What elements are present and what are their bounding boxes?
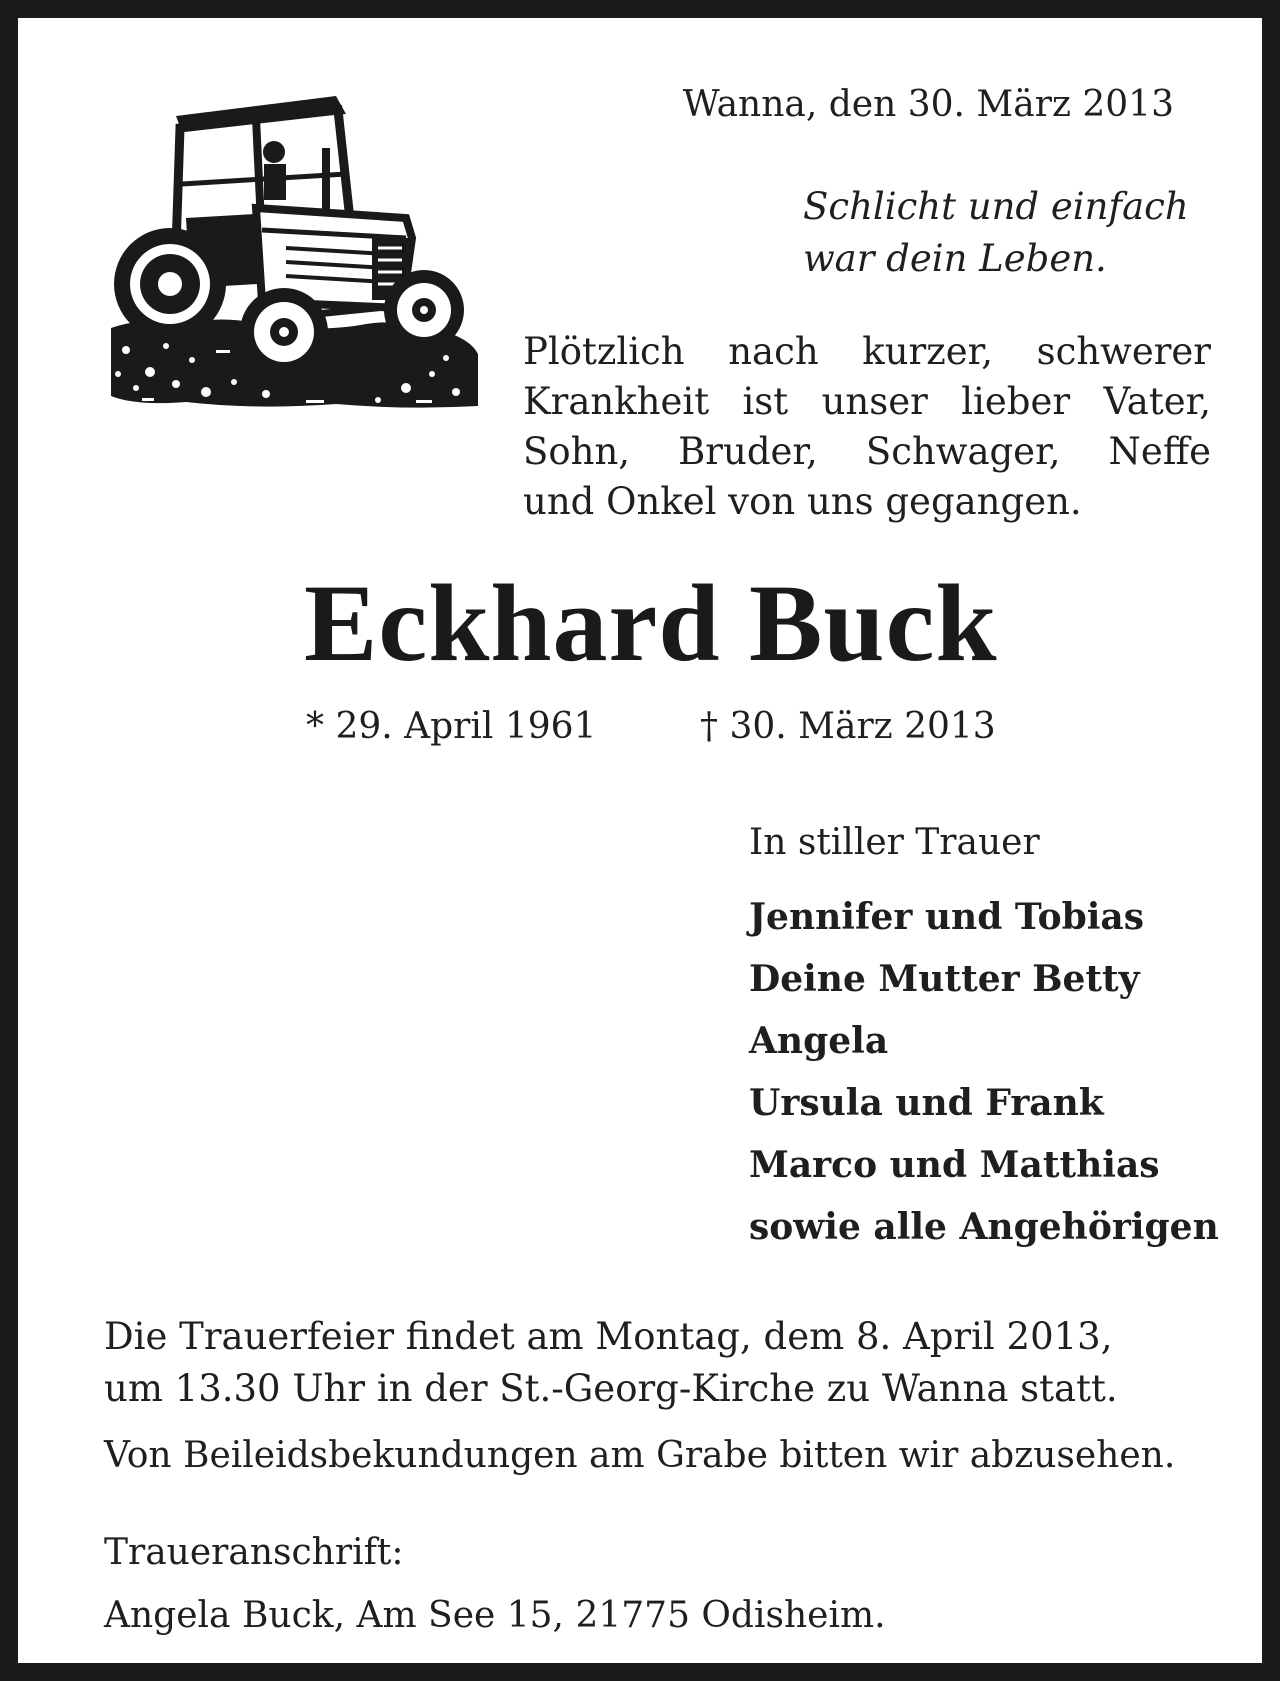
- condolence-note: Von Beileidsbekundungen am Grabe bitten wir abzusehen.: [104, 1435, 1176, 1476]
- place-date: Wanna, den 30. März 2013: [682, 84, 1174, 125]
- tractor-icon: [106, 88, 486, 438]
- mourning-address: Angela Buck, Am See 15, 21775 Odisheim.: [104, 1595, 886, 1636]
- family-member: sowie alle Angehörigen: [749, 1206, 1219, 1248]
- service-line: Die Trauerfeier findet am Montag, dem 8. April 2013,: [104, 1315, 1113, 1358]
- family-member: Marco und Matthias: [749, 1144, 1160, 1186]
- announcement-line: Sohn, Bruder, Schwager, Neffe: [523, 430, 1211, 473]
- mourning-label: In stiller Trauer: [749, 822, 1040, 863]
- motto: [803, 181, 1189, 285]
- motto-line: war dein Leben.: [803, 237, 1107, 280]
- birth-date: * 29. April 1961: [306, 706, 597, 747]
- deceased-name: Eckhard Buck: [304, 562, 998, 684]
- motto-line: Schlicht und einfach: [803, 185, 1189, 228]
- family-member: Ursula und Frank: [749, 1082, 1104, 1124]
- family-member: Angela: [749, 1020, 889, 1062]
- announcement-line: und Onkel von uns gegangen.: [523, 480, 1082, 523]
- family-member: Jennifer und Tobias: [749, 896, 1145, 938]
- announcement: [523, 327, 1211, 527]
- announcement-line: Plötzlich nach kurzer, schwerer: [523, 330, 1211, 373]
- service-line: um 13.30 Uhr in der St.-Georg-Kirche zu Wanna statt.: [104, 1367, 1118, 1410]
- family-member: Deine Mutter Betty: [749, 958, 1140, 1000]
- death-date: † 30. März 2013: [700, 706, 996, 747]
- announcement-line: Krankheit ist unser lieber Vater,: [523, 380, 1211, 423]
- address-label: Traueranschrift:: [104, 1532, 404, 1573]
- funeral-service: [104, 1311, 1118, 1415]
- family-list: [749, 886, 1219, 1258]
